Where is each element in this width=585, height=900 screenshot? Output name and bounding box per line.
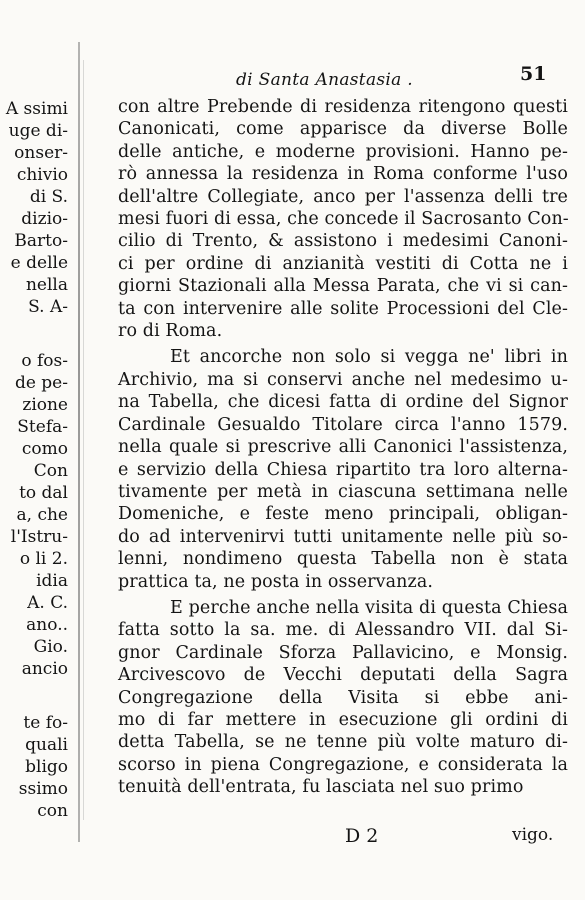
body-line: prattica ta, ne posta in osservanza. <box>118 571 434 592</box>
left-fragment-line: bligo <box>25 757 68 777</box>
body-line: gnor Cardinale Sforza Pallavicino, e Monsig. <box>118 642 568 663</box>
body-line: cilio di Trento, & assistono i medesimi Canoni- <box>118 231 568 252</box>
body-line: tenuità dell'entrata, fu lasciata nel suo primo <box>118 777 524 798</box>
left-fragment-line: o fos- <box>21 351 68 371</box>
body-line: Domeniche, e feste meno principali, obligan- <box>118 504 568 525</box>
left-fragment-line: Stefa- <box>17 417 68 437</box>
left-fragment-line: to dal <box>19 483 68 503</box>
left-fragment-line: onser- <box>14 143 68 163</box>
left-fragment-line: A ssimi <box>5 99 68 119</box>
left-fragment-line: e delle <box>10 253 68 273</box>
left-fragment-line: te fo- <box>23 713 68 733</box>
body-line: detta Tabella, se ne tenne più volte maturo di- <box>118 732 568 753</box>
body-line: Cardinale Gesualdo Titolare circa l'anno 1579. <box>118 414 568 435</box>
left-fragment-line: idia <box>36 571 68 591</box>
body-line: dell'altre Collegiate, anco per l'assenza delli tre <box>118 186 568 207</box>
left-fragment-line: zione <box>22 395 68 415</box>
left-fragment-line: como <box>21 439 68 459</box>
catchword: vigo. <box>512 825 554 845</box>
body-line: fatta sotto la sa. me. di Alessandro VII. dal Si- <box>118 620 568 641</box>
body-line: tivamente per metà in ciascuna settimana nelle <box>118 481 568 502</box>
body-line: e servizio della Chiesa ripartito tra loro alterna- <box>118 459 568 480</box>
body-line: Archivio, ma si conservi anche nel medesimo u- <box>118 369 568 390</box>
left-fragment-line: o li 2. <box>19 549 68 569</box>
body-line: na Tabella, che dicesi fatta di ordine del Signor <box>118 392 568 413</box>
left-fragment-line: Barto- <box>14 231 68 251</box>
running-title: di Santa Anastasia . <box>236 70 413 90</box>
left-fragment-line: di S. <box>29 187 68 207</box>
body-line: mo di far mettere in esecuzione gli ordini di <box>118 709 568 730</box>
body-line: Congregazione della Visita si ebbe ani- <box>118 687 568 708</box>
body-line: do ad intervenirvi tutti unitamente nelle più so- <box>118 526 568 547</box>
body-line: E perche anche nella visita di questa Chiesa <box>170 597 568 618</box>
left-fragment-line: A. C. <box>27 593 68 613</box>
left-fragment-line: a, che <box>16 505 68 525</box>
body-line: rò annessa la residenza in Roma conforme l'uso <box>118 164 568 185</box>
left-fragment-line: Gio. <box>33 637 68 657</box>
body-line: giorni Stazionali alla Messa Parata, che vi si can- <box>118 276 568 297</box>
body-line: scorso in piena Congregazione, e considerata la <box>118 754 568 775</box>
body-line: delle antiche, e moderne provisioni. Hanno pe- <box>118 141 568 162</box>
page-number: 51 <box>520 63 547 85</box>
left-fragment-line: quali <box>25 735 68 755</box>
left-fragment-line: uge di- <box>8 121 68 141</box>
body-line: Et ancorche non solo si vegga ne' libri in <box>170 347 568 368</box>
page-gutter <box>78 42 80 842</box>
left-fragment-line: l'Istru- <box>10 527 68 547</box>
body-line: ci per ordine di anzianità vestiti di Cotta ne i <box>118 253 568 274</box>
previous-page-fragment <box>0 98 68 838</box>
body-line: nella quale si prescrive alli Canonici l'assistenza, <box>118 437 568 458</box>
left-fragment-line: con <box>37 801 68 821</box>
left-fragment-line: de pe- <box>14 373 68 393</box>
left-fragment-line: dizio- <box>21 209 68 229</box>
signature-mark: D 2 <box>345 825 379 847</box>
left-fragment-line: S. A- <box>28 297 68 317</box>
left-fragment-line: nella <box>25 275 68 295</box>
body-line: Canonicati, come apparisce da diverse Bolle <box>118 119 568 140</box>
body-line: con altre Prebende di residenza ritengono questi <box>118 97 568 117</box>
body-line: Arcivescovo de Vecchi deputati della Sagra <box>118 665 568 686</box>
left-fragment-line: ano.. <box>26 615 68 635</box>
body-line: mesi fuori di essa, che concede il Sacrosanto Con- <box>118 209 569 230</box>
left-fragment-line: Con <box>33 461 68 481</box>
left-fragment-line: chivio <box>16 165 68 185</box>
body-line: lenni, nondimeno questa Tabella non è stata <box>118 549 568 570</box>
left-fragment-line: ssimo <box>18 779 68 799</box>
body-line: ro di Roma. <box>118 321 223 342</box>
left-fragment-line: ancio <box>21 659 68 679</box>
body-line: ta con intervenire alle solite Processioni del Cle- <box>118 298 568 319</box>
body-text <box>118 96 568 799</box>
page-gutter-shadow <box>83 60 84 820</box>
